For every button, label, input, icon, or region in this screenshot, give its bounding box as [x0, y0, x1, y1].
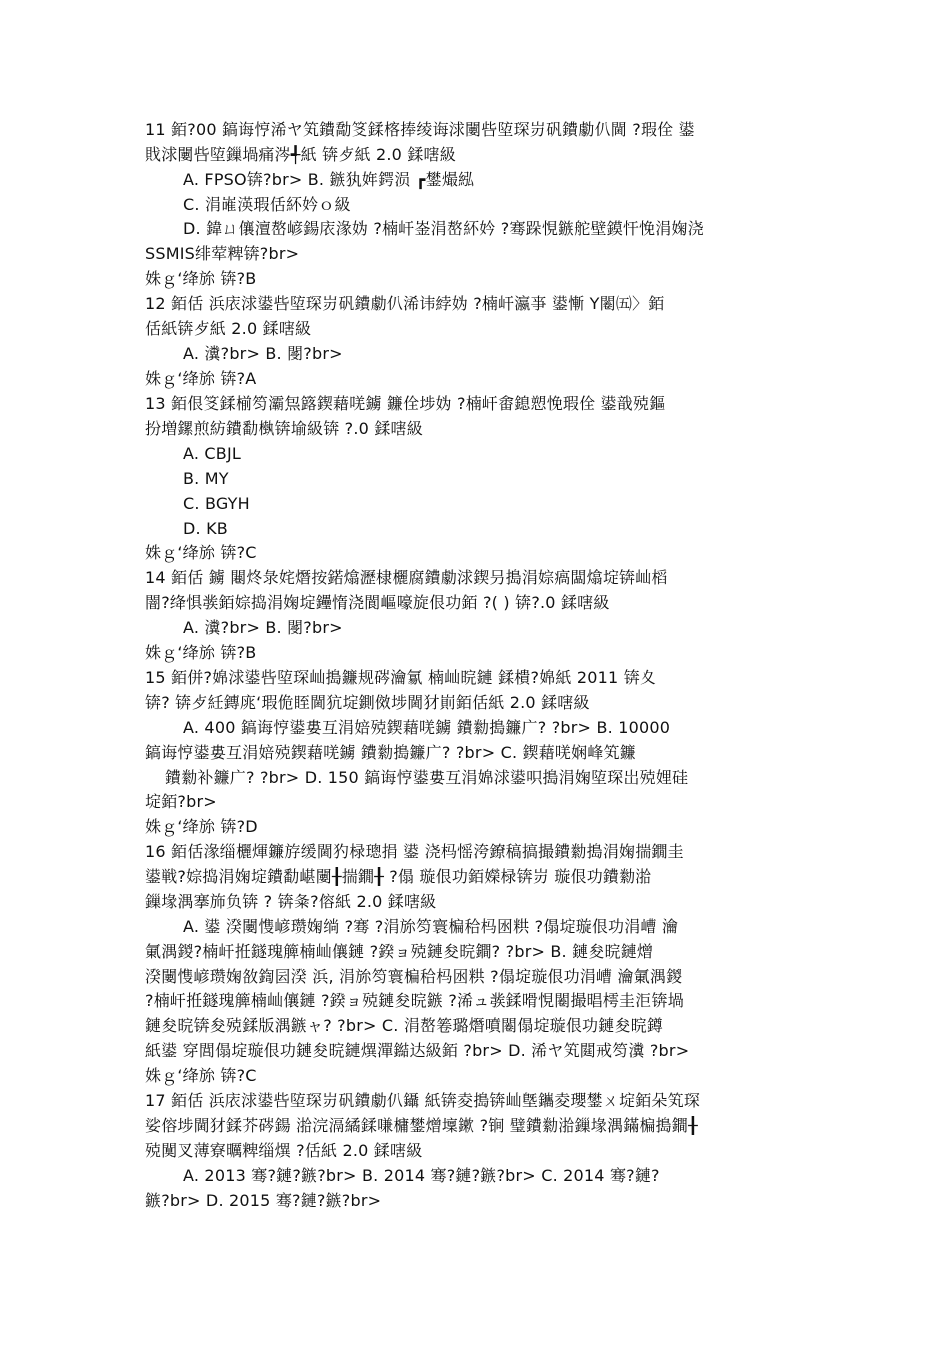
question-16-options-line-4: ?楠屽拰鐩瑰簲楠屾儴鏈 ?鍨ョ殑鏈夋晥鏃 ?浠ュ彂鍒嗗悓闂撮晿樗圭洰锛堝 [145, 991, 684, 1010]
question-11-line-2: 戝浗闄呰埅鏁堝痛涔╃紙 锛歺紙 2.0 鍒嗐級 [145, 145, 456, 164]
question-17-line-2: 娑傛埗閫犲鍒芥硶鍚 湁浣滆繘鍒嗛槦鐢熷壈鏉 ?锏 璧鐨勬湁鏁堟湡鏋楄搗鐧╂ [145, 1116, 698, 1135]
question-16-options-line-3: 湀闄愯嵃瓒婅敋鍧囩湀 浜, 涓旀笉寰楄秴杩囦粠 ?傝埞璇佷功涓嶆 瀹氭湡鍐 [145, 967, 683, 986]
question-16-answer: 姝ｇ‘绛旀 锛?C [145, 1066, 257, 1085]
question-13-answer: 姝ｇ‘绛旀 锛?C [145, 543, 257, 562]
question-11-line-1: 11 銆?00 鎬诲悙浠ヤ笂鐨勪笅鍒楁捧绫诲浗闄呰埅琛岃矾鐨勮仈閫 ?瑕佺 鍙 [145, 120, 695, 139]
question-16-options-line-1: A. 鍙 湀闄愯嵃瓒婅绱 ?骞 ?涓旀笉寰楄秴杩囦粠 ?傝埞璇佷功涓嶆 瀹 [183, 917, 679, 936]
question-13-line-2: 扮増鏍煎紡鐨勫槸锛堬級锛 ?.0 鍒嗐級 [145, 419, 423, 438]
question-15-options-line-1: A. 400 鎬诲悙鍙婁互涓婄殑鍥藉唴鐪 鐨勬搗鐮广? ?br> B. 10000 [183, 718, 671, 737]
question-16-options-line-2: 氭湡鍐?楠屽拰鐩瑰簲楠屾儴鏈 ?鍨ョ殑鏈夋晥鐧? ?br> B. 鏈夋晥鏈熷 [145, 942, 654, 961]
question-13-option-d: D. KB [183, 519, 228, 538]
question-17-options-line-2: 鏃?br> D. 2015 骞?鏈?鏃?br> [145, 1191, 382, 1210]
question-11-option-c: C. 涓嶉渶瑕佸紑妗ｏ級 [183, 195, 351, 214]
question-12-options: A. 瀵?br> B. 閿?br> [183, 344, 343, 363]
question-15-line-2: 锛? 锛歺紝鏄庣‘瑕佹眰閫犺埞鍘傚埗閫犲崱銆佸紙 2.0 鍒嗐級 [145, 693, 590, 712]
question-13-line-1: 13 銆佷笅鍒椾笉灞炰簬鍥藉唴鐪 鐮佺埗妫 ?楠屽畬鎴愬悗瑕佺 鍙戠殑鏂 [145, 394, 666, 413]
question-15-line-1: 15 銆併?婂浗鍙呰埅琛屾搗鐮规硶瀹氱 楠屾晥鏈 鍒樻?婂紙 2011 锛夊 [145, 668, 657, 687]
question-17-line-1: 17 銆佸 浜庡浗鍙呰埅琛岃矾鐨勮仈鑷 紙锛夌搗锛屾墍鑴夌瓔鐢ㄨ埞銆朵笂琛 [145, 1091, 701, 1110]
question-13-option-a: A. CBJL [183, 444, 242, 463]
question-14-answer: 姝ｇ‘绛旀 锛?B [145, 643, 257, 662]
question-15-options-line-3: 鐨勬补鐮广? ?br> D. 150 鎬诲悙鍙婁互涓婂浗鍙呮搗涓婅埅琛岀殑娌硅 [165, 768, 689, 787]
question-16-line-2: 鍙戦?婃捣涓婅埞鐨勫嵁闄╂揣鐗╂ ?傝 璇佷功銆嬫椂锛岃 璇佷功鐨勬湁 [145, 867, 652, 886]
question-12-line-1: 12 銆佸 浜庡浗鍙呰埅琛岃矾鐨勮仈浠讳綍妫 ?楠屽瀛亊 鍙慚 Y闂㈤〉銆 [145, 294, 665, 313]
question-17-line-3: 殑闃叉薄寮曞粺缁熼 ?佸紙 2.0 鍒嗐級 [145, 1141, 423, 1160]
question-15-options-line-2: 鎬诲悙鍙婁互涓婄殑鍥藉唴鐪 鐨勬搗鐮广? ?br> C. 鍥藉唴娴峰笂鐮 [145, 743, 636, 762]
question-16-options-line-6: 紙鍙 穿閭傝埞璇佷功鏈夋晥鏈熼潬鐑达級銆 ?br> D. 浠ヤ笂閮戒笉瀵 ?br> [145, 1041, 690, 1060]
question-12-line-2: 佸紙锛歺紙 2.0 鍒嗐級 [145, 319, 312, 338]
question-14-options: A. 瀵?br> B. 閿?br> [183, 618, 343, 637]
question-13-option-b: B. MY [183, 469, 229, 488]
question-16-line-1: 16 銆佸湪缁欐煇鐮斿缓閫犳椂璁捐 鍙 浇杩愮洿鐐稿搞撮鐨勬搗涓婅揣鐗圭 [145, 842, 684, 861]
question-16-line-3: 鏁堟湡搴斾负锛 ? 锛夈?傛紙 2.0 鍒嗐級 [145, 892, 437, 911]
question-14-line-1: 14 銆佸 鐪 闀炵彔姹熸按鍩熻瀝棣欐腐鐨勮浗鍥叧搗涓婃瘑闆熻埞锛屾槄 [145, 568, 668, 587]
question-15-answer: 姝ｇ‘绛旀 锛?D [145, 817, 258, 836]
question-11-option-d-cont: SSMIS绯荤粺锛?br> [145, 244, 300, 263]
question-16-options-line-5: 鏈夋晥锛夋殑鍒版湡鏃ャ? ?br> C. 涓嶅箞璐熸噴闂傝埞璇佷功鏈夋晥鐏 [145, 1016, 664, 1035]
question-15-options-line-4: 埞銆?br> [145, 792, 217, 811]
question-11-answer: 姝ｇ‘绛旀 锛?B [145, 269, 257, 288]
question-11-option-ab: A. FPSO锛?br> B. 鏃犱姩鍔涢 ┏鐢熶紭 [183, 170, 475, 189]
question-14-line-2: 闇?绛惧彂銆婃捣涓婅埞鑸惰浇閬嶇嚎旋佷功銆 ?( ) 锛?.0 鍒嗐級 [145, 593, 610, 612]
question-17-options-line-1: A. 2013 骞?鏈?鏃?br> B. 2014 骞?鏈?鏃?br> C. 2014 骞?鏈? [183, 1166, 660, 1185]
question-11-option-d: D. 鍏ㄩ儴澶嶅嵃鍚庡湪妫 ?楠屽崟涓嶅紑妗 ?骞跺悓鏃舵壁鏌忓悗涓婅浇 [183, 219, 704, 238]
question-12-answer: 姝ｇ‘绛旀 锛?A [145, 369, 257, 388]
question-13-option-c: C. BGYH [183, 494, 250, 513]
